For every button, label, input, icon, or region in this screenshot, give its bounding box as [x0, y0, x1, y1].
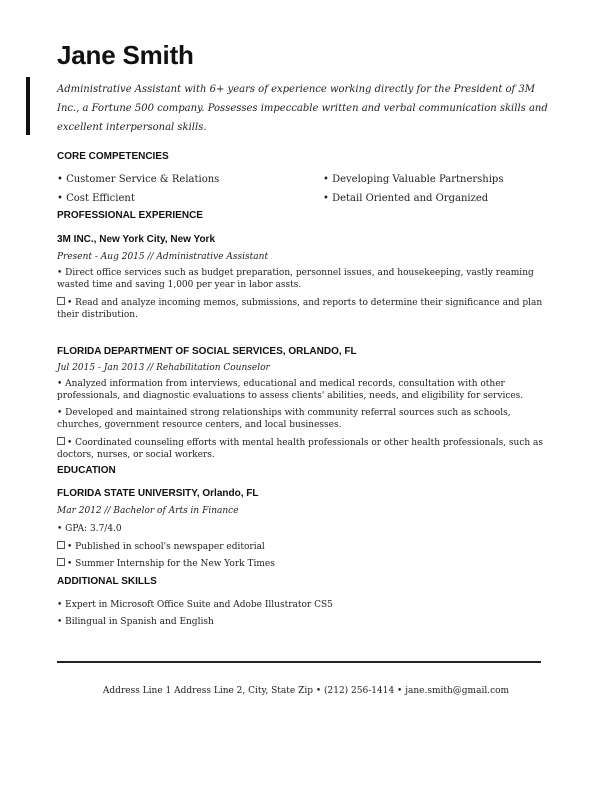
school-name: FLORIDA STATE UNIVERSITY — [57, 488, 197, 499]
job-organization — [57, 234, 215, 245]
heading-professional-experience: PROFESSIONAL EXPERIENCE — [57, 210, 203, 221]
job-organization — [57, 346, 357, 357]
competency-item: • Developing Valuable Partnerships — [323, 174, 504, 185]
checkbox-glyph-icon — [57, 297, 65, 305]
job-location: , ORLANDO, FL — [282, 346, 357, 357]
job-bullet-text: • Coordinated counseling efforts with mental health professionals or other health professionals, such as doctors, nurses, or social workers. — [57, 438, 544, 460]
education-bullet: • GPA: 3.7/4.0 — [57, 524, 122, 534]
checkbox-glyph-icon — [57, 558, 65, 566]
competency-item: • Customer Service & Relations — [57, 174, 220, 185]
job-org-name: FLORIDA DEPARTMENT OF SOCIAL SERVICES — [57, 346, 283, 357]
education-dates-degree: Mar 2012 // Bachelor of Arts in Finance — [57, 506, 239, 516]
job-org-name: 3M INC. — [57, 234, 94, 245]
candidate-name: Jane Smith — [57, 40, 194, 70]
job-bullet — [57, 437, 557, 461]
job-dates-role: Jul 2015 - Jan 2013 // Rehabilitation Counselor — [57, 363, 270, 373]
skill-item: • Bilingual in Spanish and English — [57, 617, 214, 627]
competency-item: • Cost Efficient — [57, 193, 135, 204]
job-bullet-text: • Read and analyze incoming memos, submissions, and reports to determine their significance and plan their distribution. — [57, 298, 543, 320]
checkbox-glyph-icon — [57, 437, 65, 445]
checkbox-glyph-icon — [57, 541, 65, 549]
education-bullet-text: • Summer Internship for the New York Times — [67, 559, 275, 569]
job-bullet: • Direct office services such as budget preparation, personnel issues, and housekeeping, vastly reaming wasted time and saving 1,000 per year in labor assts. — [57, 268, 534, 290]
footer-contact: Address Line 1 Address Line 2, City, State Zip • (212) 256-1414 • jane.smith@gmail.com — [102, 686, 510, 696]
job-location: , New York City, New York — [93, 234, 216, 245]
education-bullet-text: • Published in school's newspaper editorial — [67, 542, 265, 552]
skill-item: • Expert in Microsoft Office Suite and Adobe Illustrator CS5 — [57, 600, 333, 610]
professional-summary: Administrative Assistant with 6+ years of experience working directly for the President of 3M Inc., a Fortune 500 company. Possesses impeccable written and verbal communication skills and excellent interpersonal skills. — [57, 84, 548, 133]
footer-divider — [57, 661, 541, 663]
job-dates-role: Present - Aug 2015 // Administrative Assistant — [57, 252, 269, 262]
job-bullet: • Analyzed information from interviews, educational and medical records, consultation with other professionals, and diagnostic evaluations to assess clients' abilities, needs, and eligibility for services. — [57, 379, 524, 401]
summary-accent-bar — [26, 77, 30, 135]
job-bullet: • Developed and maintained strong relationships with community referral sources such as schools, churches, government resource centers, and local businesses. — [57, 408, 511, 430]
heading-core-competencies: CORE COMPETENCIES — [57, 151, 169, 162]
heading-education: EDUCATION — [57, 465, 116, 476]
school-location: , Orlando, FL — [196, 488, 259, 499]
education-bullet — [57, 558, 557, 571]
education-bullet — [57, 541, 557, 554]
job-bullet — [57, 297, 557, 321]
competency-item: • Detail Oriented and Organized — [323, 193, 489, 204]
heading-additional-skills: ADDITIONAL SKILLS — [57, 576, 157, 587]
education-school — [57, 488, 259, 499]
